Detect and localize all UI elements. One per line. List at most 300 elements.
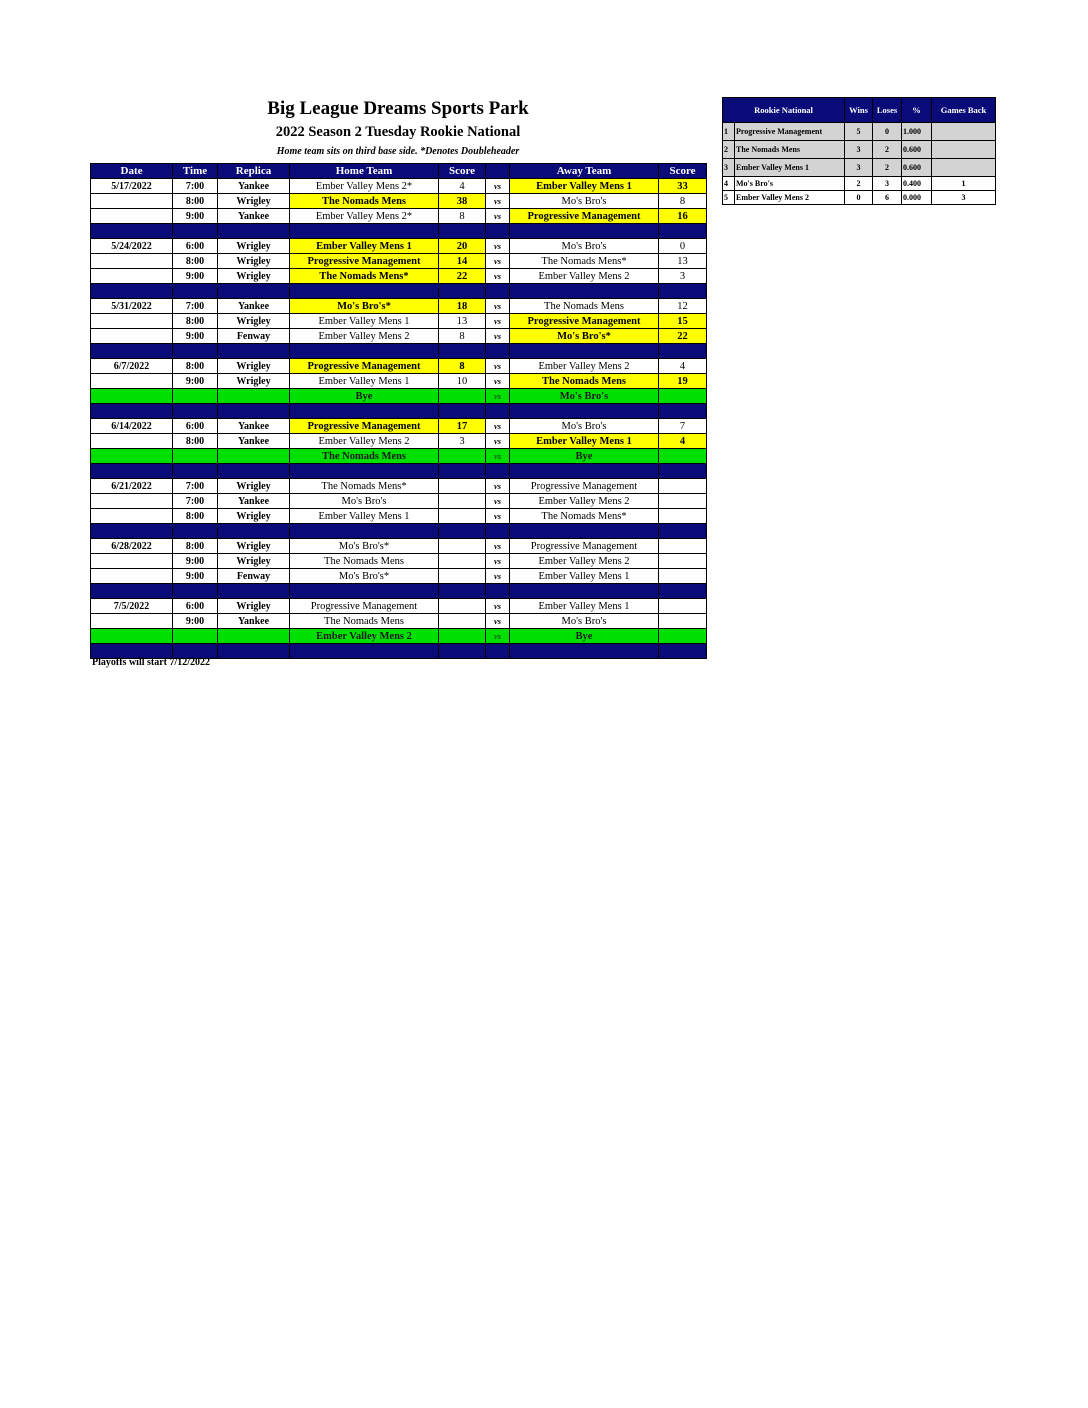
game-date (91, 554, 173, 569)
home-score: 17 (439, 419, 486, 434)
away-score (659, 479, 707, 494)
game-time: 8:00 (173, 509, 218, 524)
vs-label: vs (486, 194, 510, 209)
game-time: 6:00 (173, 239, 218, 254)
team-rank: 2 (723, 141, 735, 159)
away-team: The Nomads Mens* (510, 254, 659, 269)
separator-cell (486, 404, 510, 419)
game-time: 9:00 (173, 614, 218, 629)
game-replica: Wrigley (218, 314, 290, 329)
table-row (91, 509, 707, 524)
team-pct: 0.000 (902, 191, 932, 205)
standings-body (723, 123, 996, 205)
home-score: 14 (439, 254, 486, 269)
game-replica: Yankee (218, 299, 290, 314)
separator-cell (91, 284, 173, 299)
away-team: The Nomads Mens* (510, 509, 659, 524)
vs-label: vs (486, 374, 510, 389)
home-team: Progressive Management (290, 359, 439, 374)
away-team: Bye (510, 629, 659, 644)
separator-cell (439, 464, 486, 479)
vs-label: vs (486, 434, 510, 449)
separator-cell (218, 524, 290, 539)
away-score: 19 (659, 374, 707, 389)
home-score: 10 (439, 374, 486, 389)
game-time: 6:00 (173, 599, 218, 614)
home-score: 4 (439, 179, 486, 194)
separator-cell (173, 404, 218, 419)
home-score: 22 (439, 269, 486, 284)
game-time: 8:00 (173, 314, 218, 329)
away-team: Progressive Management (510, 314, 659, 329)
home-team: The Nomads Mens (290, 554, 439, 569)
game-date: 6/14/2022 (91, 419, 173, 434)
team-name: Ember Valley Mens 1 (735, 159, 845, 177)
team-rank: 3 (723, 159, 735, 177)
separator-cell (510, 404, 659, 419)
separator-cell (510, 224, 659, 239)
week-separator (91, 344, 707, 359)
col-away-team: Away Team (510, 164, 659, 179)
home-team: Progressive Management (290, 419, 439, 434)
game-time (173, 449, 218, 464)
game-time (173, 629, 218, 644)
team-rank: 4 (723, 177, 735, 191)
team-loses: 2 (873, 159, 902, 177)
away-score: 13 (659, 254, 707, 269)
team-loses: 0 (873, 123, 902, 141)
table-row (91, 479, 707, 494)
col-home-team: Home Team (290, 164, 439, 179)
standings-col-wins: Wins (845, 98, 873, 123)
team-games-back: 1 (932, 177, 996, 191)
away-score (659, 554, 707, 569)
away-score (659, 569, 707, 584)
vs-label: vs (486, 239, 510, 254)
away-score (659, 449, 707, 464)
home-team: The Nomads Mens* (290, 269, 439, 284)
table-row (91, 269, 707, 284)
game-time: 9:00 (173, 554, 218, 569)
game-date (91, 629, 173, 644)
away-score: 4 (659, 434, 707, 449)
game-date (91, 389, 173, 404)
team-wins: 3 (845, 159, 873, 177)
separator-cell (486, 344, 510, 359)
vs-label: vs (486, 359, 510, 374)
away-team: Ember Valley Mens 2 (510, 269, 659, 284)
separator-cell (290, 404, 439, 419)
home-score: 8 (439, 329, 486, 344)
game-replica: Wrigley (218, 479, 290, 494)
team-name: Ember Valley Mens 2 (735, 191, 845, 205)
table-row (91, 314, 707, 329)
separator-cell (218, 404, 290, 419)
vs-label: vs (486, 209, 510, 224)
schedule-note: Home team sits on third base side. *Denotes Doubleheader (276, 146, 520, 157)
home-score (439, 599, 486, 614)
game-date: 6/21/2022 (91, 479, 173, 494)
col-home-score: Score (439, 164, 486, 179)
team-wins: 5 (845, 123, 873, 141)
game-date: 6/7/2022 (91, 359, 173, 374)
home-score (439, 539, 486, 554)
separator-cell (510, 284, 659, 299)
separator-cell (510, 644, 659, 659)
separator-cell (439, 404, 486, 419)
table-row (91, 389, 707, 404)
separator-cell (659, 404, 707, 419)
away-team: Ember Valley Mens 1 (510, 599, 659, 614)
vs-label: vs (486, 449, 510, 464)
separator-cell (173, 344, 218, 359)
away-team: Progressive Management (510, 539, 659, 554)
game-time: 7:00 (173, 299, 218, 314)
vs-label: vs (486, 329, 510, 344)
separator-cell (91, 344, 173, 359)
game-date (91, 374, 173, 389)
separator-cell (659, 464, 707, 479)
table-row (91, 239, 707, 254)
col-replica: Replica (218, 164, 290, 179)
game-replica: Yankee (218, 434, 290, 449)
away-score: 8 (659, 194, 707, 209)
game-time (173, 389, 218, 404)
away-score: 33 (659, 179, 707, 194)
game-date (91, 194, 173, 209)
away-score: 3 (659, 269, 707, 284)
home-team: Ember Valley Mens 2 (290, 434, 439, 449)
away-team: The Nomads Mens (510, 374, 659, 389)
vs-label: vs (486, 539, 510, 554)
schedule-header-row (91, 164, 707, 179)
vs-label: vs (486, 494, 510, 509)
game-replica (218, 449, 290, 464)
table-row (91, 599, 707, 614)
game-replica: Wrigley (218, 239, 290, 254)
separator-cell (290, 644, 439, 659)
home-team: Mo's Bro's* (290, 569, 439, 584)
table-row (91, 209, 707, 224)
separator-cell (290, 584, 439, 599)
game-date (91, 314, 173, 329)
home-team: Mo's Bro's (290, 494, 439, 509)
away-team: Mo's Bro's (510, 194, 659, 209)
table-row (91, 254, 707, 269)
team-pct: 0.600 (902, 159, 932, 177)
game-date (91, 614, 173, 629)
home-score: 8 (439, 209, 486, 224)
week-separator (91, 584, 707, 599)
team-rank: 5 (723, 191, 735, 205)
separator-cell (290, 464, 439, 479)
away-team: Mo's Bro's (510, 389, 659, 404)
game-date (91, 254, 173, 269)
home-team: The Nomads Mens (290, 614, 439, 629)
away-score: 4 (659, 359, 707, 374)
vs-label: vs (486, 599, 510, 614)
vs-label: vs (486, 479, 510, 494)
home-score (439, 449, 486, 464)
vs-label: vs (486, 614, 510, 629)
team-name: Mo's Bro's (735, 177, 845, 191)
game-replica: Wrigley (218, 599, 290, 614)
home-team: Ember Valley Mens 1 (290, 374, 439, 389)
game-time: 8:00 (173, 434, 218, 449)
standings-row (723, 177, 996, 191)
away-team: Mo's Bro's (510, 239, 659, 254)
col-date: Date (91, 164, 173, 179)
away-score: 16 (659, 209, 707, 224)
game-replica: Yankee (218, 209, 290, 224)
table-row (91, 554, 707, 569)
game-replica: Yankee (218, 419, 290, 434)
table-row (91, 629, 707, 644)
page-title: Big League Dreams Sports Park (267, 98, 529, 119)
vs-label: vs (486, 509, 510, 524)
table-row (91, 419, 707, 434)
away-score (659, 389, 707, 404)
home-team: Progressive Management (290, 254, 439, 269)
home-score: 13 (439, 314, 486, 329)
game-replica: Wrigley (218, 194, 290, 209)
away-team: Mo's Bro's (510, 614, 659, 629)
away-team: Ember Valley Mens 1 (510, 179, 659, 194)
game-time: 9:00 (173, 269, 218, 284)
separator-cell (290, 524, 439, 539)
game-date (91, 509, 173, 524)
home-team: Ember Valley Mens 1 (290, 509, 439, 524)
separator-cell (91, 404, 173, 419)
separator-cell (486, 464, 510, 479)
game-date: 6/28/2022 (91, 539, 173, 554)
away-team: Progressive Management (510, 479, 659, 494)
away-score: 7 (659, 419, 707, 434)
vs-label: vs (486, 419, 510, 434)
home-team: Ember Valley Mens 2 (290, 329, 439, 344)
home-score: 20 (439, 239, 486, 254)
game-date: 7/5/2022 (91, 599, 173, 614)
home-score (439, 494, 486, 509)
game-time: 8:00 (173, 359, 218, 374)
away-team: Mo's Bro's* (510, 329, 659, 344)
away-score (659, 629, 707, 644)
home-team: The Nomads Mens* (290, 479, 439, 494)
col-away-score: Score (659, 164, 707, 179)
separator-cell (486, 284, 510, 299)
schedule-body (91, 179, 707, 659)
standings-row (723, 159, 996, 177)
separator-cell (290, 224, 439, 239)
separator-cell (510, 524, 659, 539)
table-row (91, 179, 707, 194)
home-score (439, 389, 486, 404)
home-score: 38 (439, 194, 486, 209)
away-team: Progressive Management (510, 209, 659, 224)
separator-cell (486, 584, 510, 599)
vs-label: vs (486, 569, 510, 584)
table-row (91, 329, 707, 344)
vs-label: vs (486, 554, 510, 569)
game-date: 5/17/2022 (91, 179, 173, 194)
team-rank: 1 (723, 123, 735, 141)
game-date (91, 434, 173, 449)
separator-cell (486, 644, 510, 659)
separator-cell (659, 524, 707, 539)
home-score (439, 614, 486, 629)
game-replica: Wrigley (218, 374, 290, 389)
game-time: 9:00 (173, 569, 218, 584)
team-pct: 1.000 (902, 123, 932, 141)
home-score (439, 569, 486, 584)
game-replica: Fenway (218, 329, 290, 344)
standings-table (722, 97, 996, 205)
vs-label: vs (486, 179, 510, 194)
team-wins: 0 (845, 191, 873, 205)
separator-cell (659, 584, 707, 599)
home-team: Bye (290, 389, 439, 404)
away-score (659, 599, 707, 614)
game-time: 8:00 (173, 194, 218, 209)
game-time: 6:00 (173, 419, 218, 434)
game-date (91, 449, 173, 464)
game-replica: Wrigley (218, 269, 290, 284)
home-team: Ember Valley Mens 2* (290, 179, 439, 194)
team-games-back (932, 159, 996, 177)
vs-label: vs (486, 299, 510, 314)
away-score (659, 539, 707, 554)
away-score: 12 (659, 299, 707, 314)
vs-label: vs (486, 254, 510, 269)
separator-cell (91, 584, 173, 599)
standings-header-row (723, 98, 996, 123)
separator-cell (439, 644, 486, 659)
separator-cell (439, 584, 486, 599)
game-date (91, 494, 173, 509)
game-replica: Wrigley (218, 509, 290, 524)
away-score: 15 (659, 314, 707, 329)
table-row (91, 374, 707, 389)
page-subtitle: 2022 Season 2 Tuesday Rookie National (275, 124, 521, 140)
table-row (91, 434, 707, 449)
separator-cell (218, 344, 290, 359)
separator-cell (510, 344, 659, 359)
vs-label: vs (486, 314, 510, 329)
away-team: Mo's Bro's (510, 419, 659, 434)
home-team: Mo's Bro's* (290, 539, 439, 554)
separator-cell (173, 584, 218, 599)
separator-cell (290, 284, 439, 299)
separator-cell (173, 464, 218, 479)
separator-cell (218, 644, 290, 659)
away-team: Ember Valley Mens 1 (510, 434, 659, 449)
separator-cell (173, 284, 218, 299)
table-row (91, 359, 707, 374)
game-replica: Wrigley (218, 554, 290, 569)
game-date (91, 269, 173, 284)
away-score: 0 (659, 239, 707, 254)
team-games-back: 3 (932, 191, 996, 205)
game-time: 7:00 (173, 479, 218, 494)
separator-cell (91, 464, 173, 479)
separator-cell (439, 524, 486, 539)
game-date (91, 209, 173, 224)
week-separator (91, 524, 707, 539)
game-replica: Wrigley (218, 359, 290, 374)
separator-cell (290, 344, 439, 359)
col-time: Time (173, 164, 218, 179)
game-replica: Yankee (218, 494, 290, 509)
game-time: 7:00 (173, 179, 218, 194)
team-pct: 0.400 (902, 177, 932, 191)
game-time: 8:00 (173, 539, 218, 554)
separator-cell (486, 224, 510, 239)
vs-label: vs (486, 629, 510, 644)
away-team: Bye (510, 449, 659, 464)
separator-cell (218, 464, 290, 479)
game-date (91, 329, 173, 344)
game-replica (218, 389, 290, 404)
separator-cell (486, 524, 510, 539)
game-time: 9:00 (173, 329, 218, 344)
team-name: The Nomads Mens (735, 141, 845, 159)
game-replica: Yankee (218, 614, 290, 629)
standings-row (723, 191, 996, 205)
separator-cell (439, 284, 486, 299)
home-score: 8 (439, 359, 486, 374)
week-separator (91, 404, 707, 419)
game-date (91, 569, 173, 584)
team-loses: 3 (873, 177, 902, 191)
vs-label: vs (486, 269, 510, 284)
table-row (91, 194, 707, 209)
table-row (91, 449, 707, 464)
team-loses: 2 (873, 141, 902, 159)
home-team: The Nomads Mens (290, 449, 439, 464)
separator-cell (218, 584, 290, 599)
away-score (659, 614, 707, 629)
separator-cell (173, 524, 218, 539)
vs-label: vs (486, 389, 510, 404)
game-replica: Wrigley (218, 539, 290, 554)
away-team: The Nomads Mens (510, 299, 659, 314)
home-team: Ember Valley Mens 1 (290, 239, 439, 254)
team-games-back (932, 123, 996, 141)
away-team: Ember Valley Mens 2 (510, 554, 659, 569)
separator-cell (659, 344, 707, 359)
home-score (439, 479, 486, 494)
away-team: Ember Valley Mens 2 (510, 359, 659, 374)
standings-col-division: Rookie National (723, 98, 845, 123)
home-team: Ember Valley Mens 2 (290, 629, 439, 644)
home-team: Progressive Management (290, 599, 439, 614)
separator-cell (91, 524, 173, 539)
home-score (439, 509, 486, 524)
separator-cell (218, 284, 290, 299)
game-replica: Fenway (218, 569, 290, 584)
standings-col-pct: % (902, 98, 932, 123)
away-score (659, 509, 707, 524)
standings-row (723, 141, 996, 159)
game-date: 5/24/2022 (91, 239, 173, 254)
standings-row (723, 123, 996, 141)
table-row (91, 539, 707, 554)
away-team: Ember Valley Mens 1 (510, 569, 659, 584)
game-time: 9:00 (173, 374, 218, 389)
home-score (439, 554, 486, 569)
separator-cell (439, 344, 486, 359)
week-separator (91, 464, 707, 479)
